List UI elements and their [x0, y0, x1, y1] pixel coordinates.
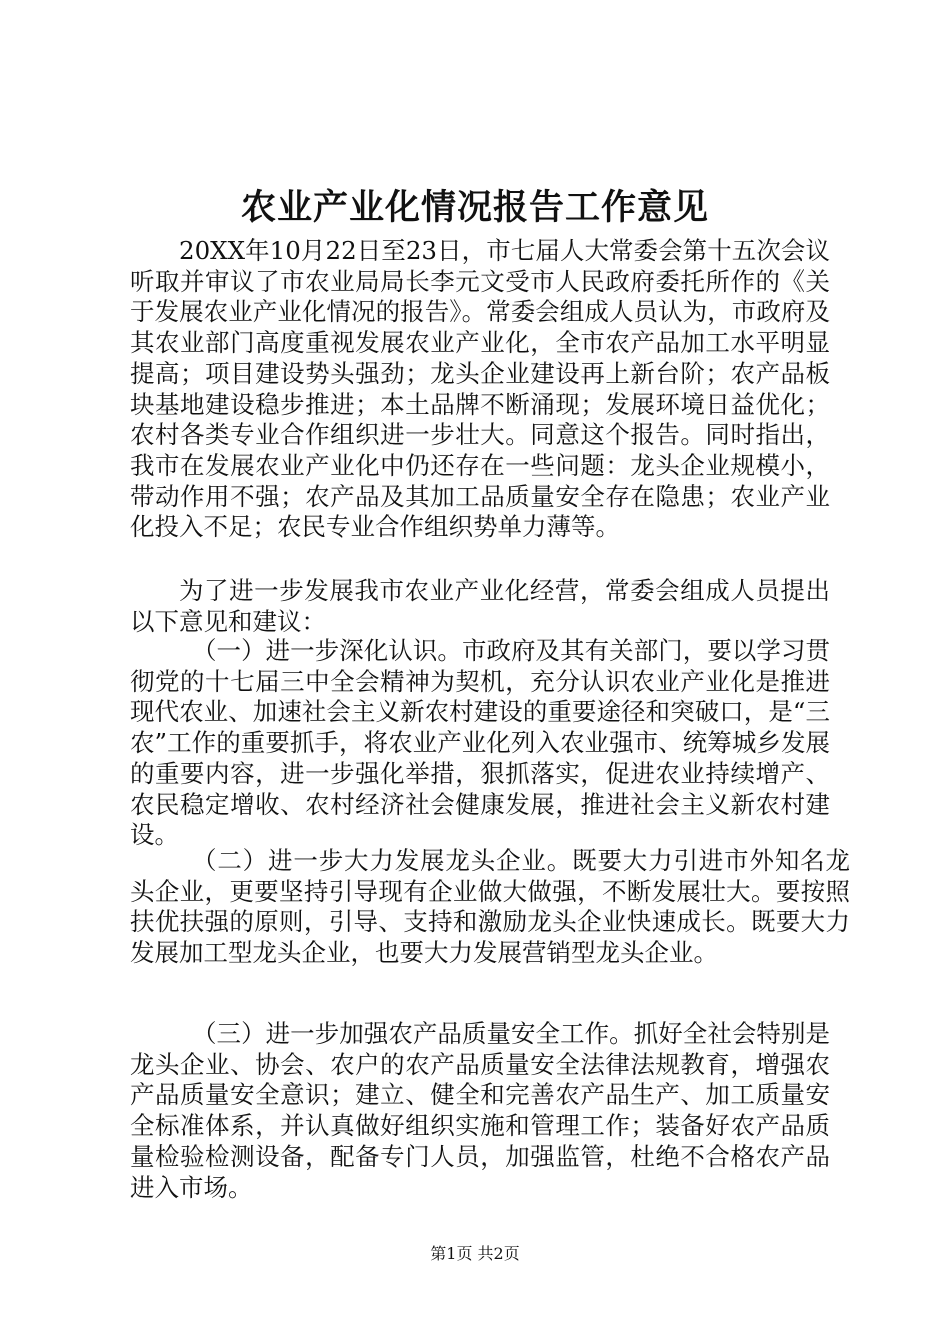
document-title: 农业产业化情况报告工作意见 — [240, 187, 709, 228]
paragraph-item-3: （三）进一步加强农产品质量安全工作。抓好全社会特别是龙头企业、协会、农户的农产品质量安全法律法规教育，增强农产品质量安全意识；建立、健全和完善农产品生产、加工质量安全标准体系，并认真做好组织实施和管理工作；装备好农产品质量检验检测设备，配备专门人员，加强监管，杜绝不合格农产品进入市场。 — [130, 1019, 830, 1202]
paragraph-intro: 20XX年10月22日至23日，市七届人大常委会第十五次会议听取并审议了市农业局局长李元文受市人民政府委托所作的《关于发展农业产业化情况的报告》。常委会组成人员认为，市政府及其农业部门高度重视发展农业产业化，全市农产品加工水平明显提高；项目建设势头强劲；龙头企业建设再上新台阶；农产品板块基地建设稳步推进；本土品牌不断涌现；发展环境日益优化；农村各类专业合作组织进一步壮大。同意这个报告。同时指出，我市在发展农业产业化中仍还存在一些问题：龙头企业规模小，带动作用不强；农产品及其加工品质量安全存在隐患；农业产业化投入不足；农民专业合作组织势单力薄等。 — [130, 236, 830, 542]
paragraph-item-2: （二）进一步大力发展龙头企业。既要大力引进市外知名龙头企业，更要坚持引导现有企业做大做强，不断发展壮大。要按照扶优扶强的原则，引导、支持和激励龙头企业快速成长。既要大力发展加工型龙头企业，也要大力发展营销型龙头企业。 — [130, 846, 850, 968]
paragraph-item-1: （一）进一步深化认识。市政府及其有关部门，要以学习贯彻党的十七届三中全会精神为契机，充分认识农业产业化是推进现代农业、加速社会主义新农村建设的重要途径和突破口，是“三农”工作的重要抓手，将农业产业化列入农业强市、统筹城乡发展的重要内容，进一步强化举措，狠抓落实，促进农业持续增产、农民稳定增收、农村经济社会健康发展，推进社会主义新农村建设。 — [130, 636, 830, 850]
page-number-footer: 第1页 共2页 — [430, 1244, 520, 1263]
paragraph-suggestions-lead: 为了进一步发展我市农业产业化经营，常委会组成人员提出以下意见和建议： — [130, 576, 830, 636]
